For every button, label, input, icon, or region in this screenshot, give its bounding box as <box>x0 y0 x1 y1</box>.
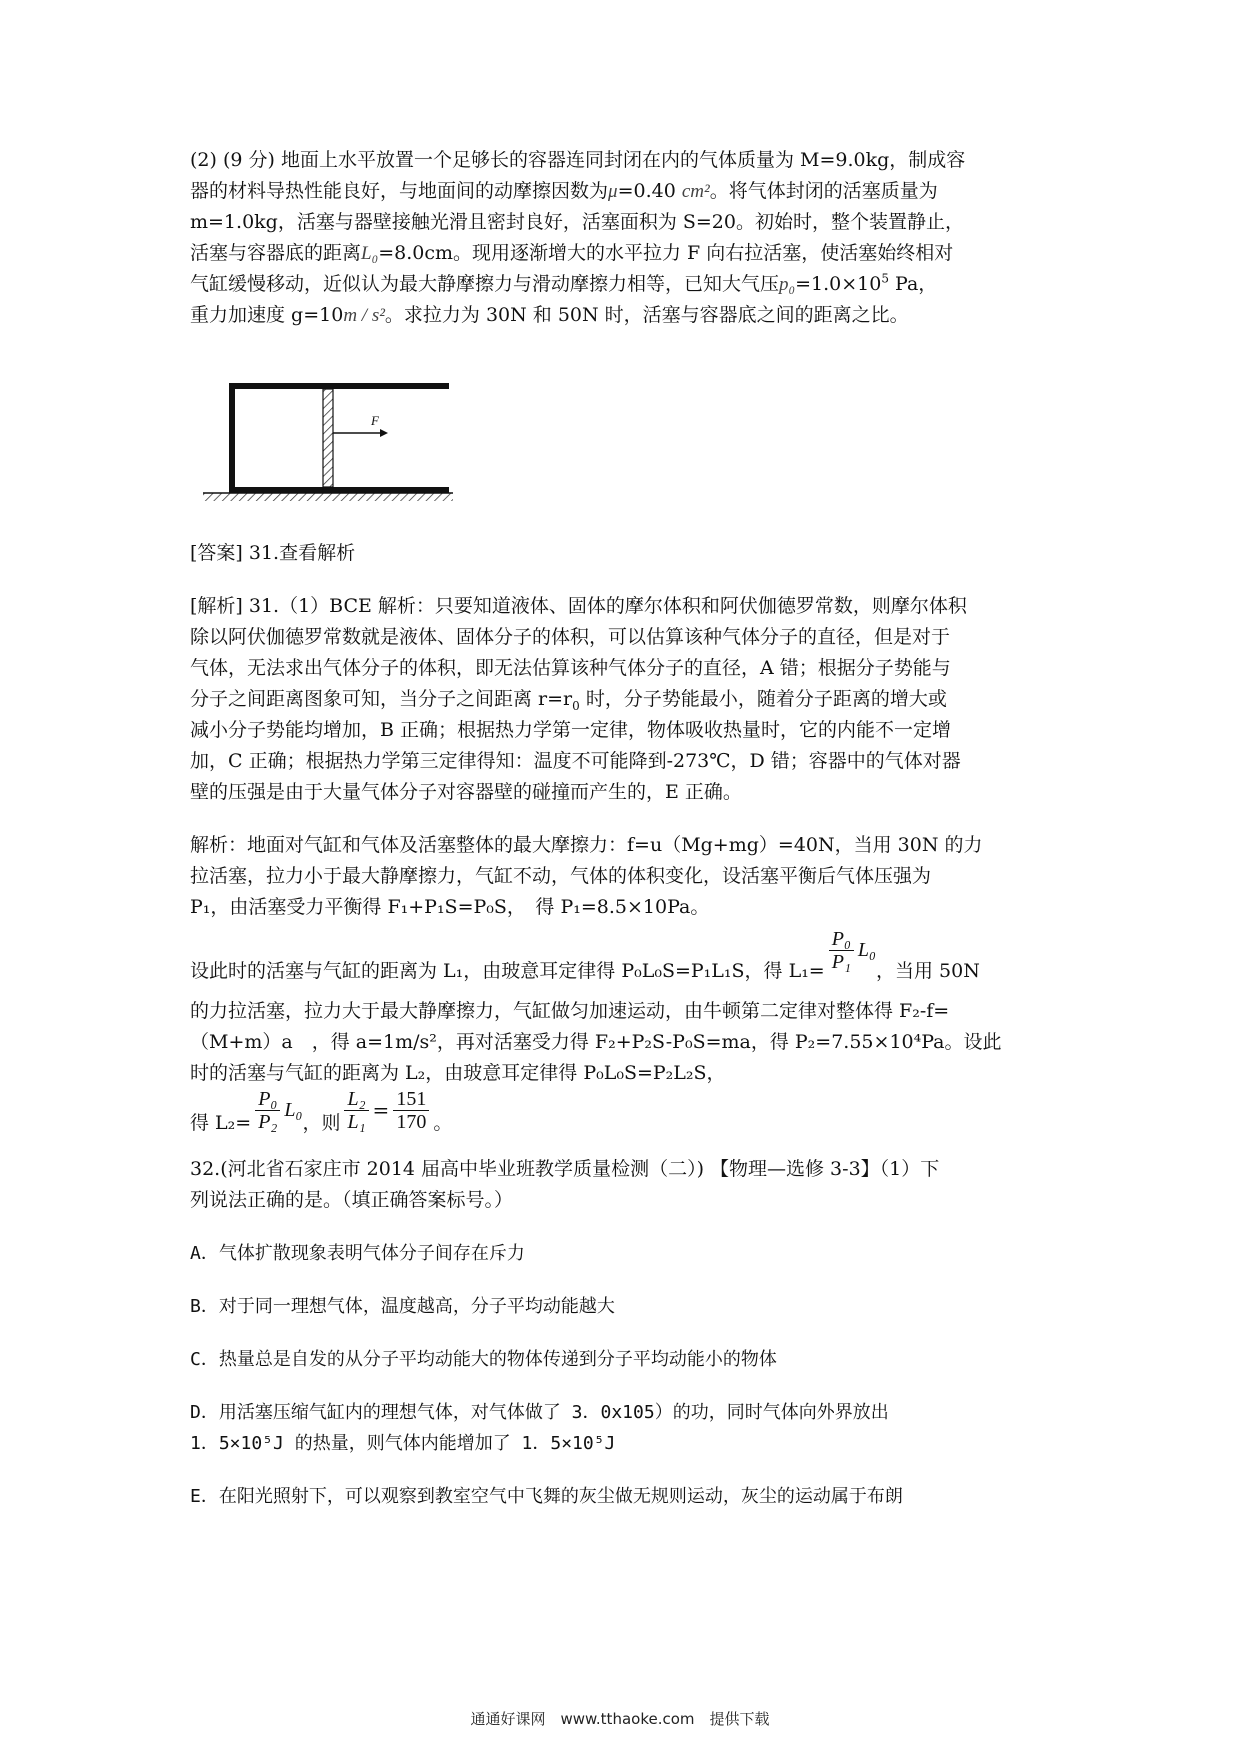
analysis-line: 除以阿伏伽德罗常数就是液体、固体分子的体积，可以估算该种气体分子的直径，但是对于 <box>190 626 951 648</box>
L0-symbol: L₀ <box>361 243 379 264</box>
text-span: 设此时的活塞与气缸的距离为 L₁，由玻意耳定律得 P₀L₀S=P₁L₁S，得 L₁= <box>190 960 825 982</box>
problem-line <box>190 238 1060 269</box>
analysis-line <box>190 1087 1060 1154</box>
analysis-line: P₁，由活塞受力平衡得 F₁+P₁S=P₀S， 得 P₁=8.5×10Pa。 <box>190 896 710 918</box>
option-e: E．在阳光照射下，可以观察到教室空气中飞舞的灰尘做无规则运动，灰尘的运动属于布朗 <box>190 1486 903 1507</box>
cylinder-top-wall <box>229 383 449 389</box>
text-span: 活塞与容器底的距离 <box>190 242 362 264</box>
fraction-p0-over-p1 <box>825 926 876 974</box>
problem-line: (2) (9 分) 地面上水平放置一个足够长的容器连同封闭在内的气体质量为 M=9.0kg，制成容 <box>190 149 966 171</box>
fraction <box>829 928 854 973</box>
numerator: L₂ <box>344 1088 368 1111</box>
text-span: ，则 <box>302 1112 341 1134</box>
option-b: B．对于同一理想气体，温度越高，分子平均动能越大 <box>190 1296 615 1317</box>
analysis-line <box>190 927 1060 996</box>
unit-ms2: m / s² <box>343 305 385 326</box>
text-span: 。求拉力为 30N 和 50N 时，活塞与容器底之间的距离之比。 <box>384 304 909 326</box>
question-line: 列说法正确的是。（填正确答案标号。） <box>190 1189 514 1211</box>
analysis-line: 拉活塞，拉力小于最大静摩擦力，气缸不动，气体的体积变化，设活塞平衡后气体压强为 <box>190 865 932 887</box>
text-span: 重力加速度 g=10 <box>190 304 344 326</box>
option-d: D．用活塞压缩气缸内的理想气体，对气体做了 3．0x105）的功，同时气体向外界放出 <box>190 1402 889 1423</box>
numerator: P₀ <box>255 1088 280 1111</box>
analysis-line: [解析] 31.（1）BCE 解析：只要知道液体、固体的摩尔体积和阿伏伽德罗常数，则摩尔体积 <box>190 595 967 617</box>
analysis-2 <box>190 830 1060 1154</box>
text-span: 分子之间距离图象可知，当分子之间距离 r=r <box>190 688 573 710</box>
unit-cm2: cm² <box>681 181 710 202</box>
force-label: F <box>371 413 379 428</box>
text-span: 时，分子势能最小，随着分子距离的增大或 <box>579 688 947 710</box>
problem-line: m=1.0kg，活塞与器壁接触光滑且密封良好，活塞面积为 S=20。初始时，整个装置静止， <box>190 211 964 233</box>
numerator: 151 <box>393 1088 429 1111</box>
analysis-line: 加，C 正确；根据热力学第三定律得知：温度不可能降到-273℃，D 错；容器中的气体对器 <box>190 750 961 772</box>
question-32 <box>190 1154 1060 1512</box>
cylinder-bottom-wall <box>229 487 449 493</box>
option-a: A．气体扩散现象表明气体分子间存在斥力 <box>190 1243 525 1264</box>
arrow-head <box>380 429 388 437</box>
analysis-1 <box>190 591 1060 808</box>
cylinder-piston-diagram <box>195 375 455 525</box>
fraction-p0-over-p2 <box>251 1080 302 1140</box>
text-span: =1.0×10 <box>795 273 882 295</box>
analysis-line: 减小分子势能均增加，B 正确；根据热力学第一定律，物体吸收热量时，它的内能不一定增 <box>190 719 952 741</box>
text-span: Pa， <box>889 273 938 295</box>
subscript: 0 <box>572 698 580 713</box>
denominator: P₁ <box>831 950 851 973</box>
analysis-line <box>190 684 1060 715</box>
option-c: C．热量总是自发的从分子平均动能大的物体传递到分子平均动能小的物体 <box>190 1349 777 1370</box>
exponent: 5 <box>881 271 889 286</box>
fraction <box>393 1088 429 1133</box>
ground <box>203 493 453 501</box>
problem-2 <box>190 145 1060 331</box>
p0-symbol: p₀ <box>779 274 796 295</box>
cylinder-outline <box>229 383 235 493</box>
question-line: 32.(河北省石家庄市 2014 届高中毕业班教学质量检测（二）) 【物理—选修 3-3】（1）下 <box>190 1158 940 1180</box>
problem-line <box>190 269 1060 300</box>
analysis-line: 时的活塞与气缸的距离为 L₂，由玻意耳定律得 P₀L₀S=P₂L₂S， <box>190 1062 726 1084</box>
mu-symbol: μ <box>608 181 618 202</box>
problem-line <box>190 176 1060 207</box>
denominator: L₁ <box>347 1110 366 1133</box>
text-span: =0.40 <box>617 180 676 202</box>
numerator: P₀ <box>829 928 854 951</box>
problem-line <box>190 300 1060 331</box>
equals-sign: = <box>372 1098 390 1122</box>
text-span: 得 L₂= <box>190 1112 252 1134</box>
text-span: 。 <box>433 1112 453 1134</box>
option-d-continued: 1．5×10⁵J 的热量，则气体内能增加了 1．5×10⁵J <box>190 1433 616 1454</box>
answer-line: [答案] 31.查看解析 <box>190 542 356 564</box>
text-span: 器的材料导热性能良好，与地面间的动摩擦因数为 <box>190 180 609 202</box>
fraction <box>255 1088 280 1133</box>
analysis-line: 壁的压强是由于大量气体分子对容器壁的碰撞而产生的，E 正确。 <box>190 781 742 803</box>
fraction-ratio <box>340 1080 433 1140</box>
page-footer: 通通好课网 www.tthaoke.com 提供下载 <box>470 1710 770 1728</box>
denominator: 170 <box>396 1110 427 1133</box>
analysis-line: 气体，无法求出气体分子的体积，即无法估算该种气体分子的直径，A 错；根据分子势能与 <box>190 657 951 679</box>
text-span: ，当用 50N <box>875 960 980 982</box>
text-span: =8.0cm。现用逐渐增大的水平拉力 F 向右拉活塞，使活塞始终相对 <box>378 242 954 264</box>
L0-symbol: L₀ <box>284 1099 303 1121</box>
piston <box>323 389 333 487</box>
denominator: P₂ <box>258 1110 278 1133</box>
text-span: 气缸缓慢移动，近似认为最大静摩擦力与滑动摩擦力相等，已知大气压 <box>190 273 780 295</box>
document-body <box>190 145 1060 1512</box>
analysis-line: 解析：地面对气缸和气体及活塞整体的最大摩擦力：f=u（Mg+mg）=40N，当用 30N 的力 <box>190 834 983 856</box>
fraction <box>344 1088 368 1133</box>
text-span: 。将气体封闭的活塞质量为 <box>709 180 938 202</box>
analysis-line: 的力拉活塞，拉力大于最大静摩擦力，气缸做匀加速运动，由牛顿第二定律对整体得 F₂-f= <box>190 1000 950 1022</box>
analysis-line: （M+m）a ，得 a=1m/s²，再对活塞受力得 F₂+P₂S-P₀S=ma，得 P₂=7.55×10⁴Pa。设此 <box>190 1031 1002 1053</box>
L0-symbol: L₀ <box>857 939 876 961</box>
